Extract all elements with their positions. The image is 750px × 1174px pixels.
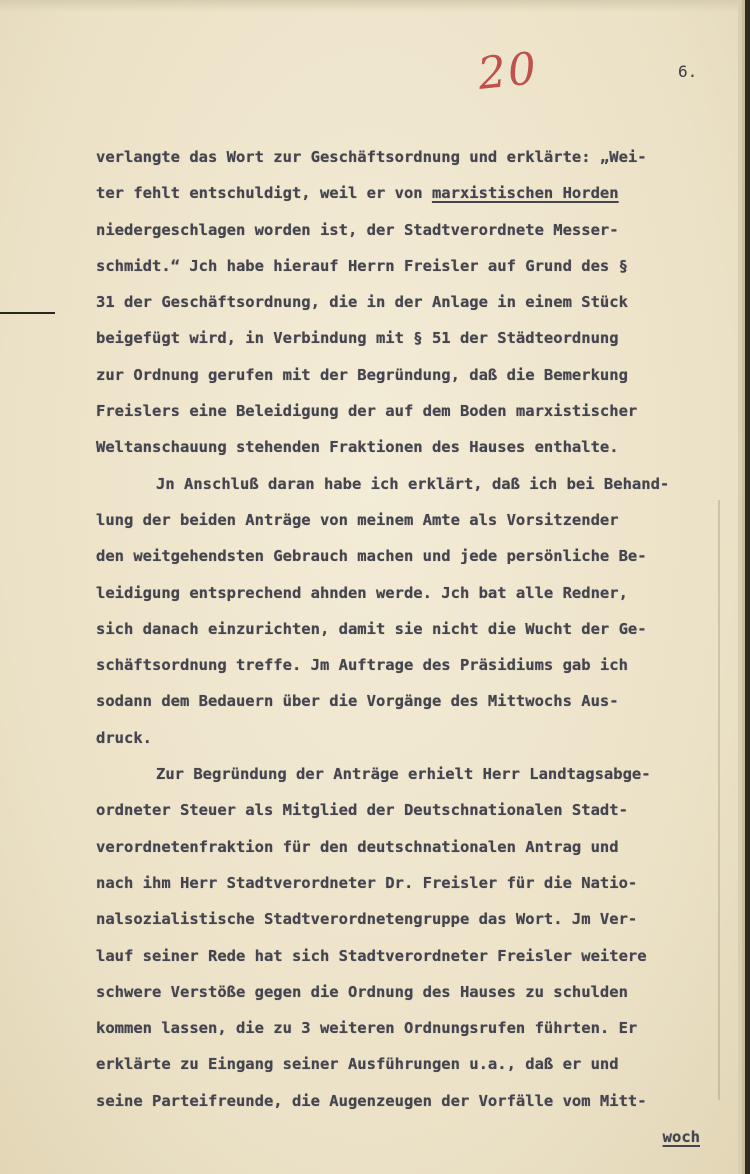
text-line: verordnetenfraktion für den deutschnationalen Antrag und <box>96 837 619 856</box>
text-line: lauf seiner Rede hat sich Stadtverordneter Freisler weitere <box>96 946 647 965</box>
text-line: nalsozialistische Stadtverordnetengruppe das Wort. Jm Ver- <box>96 910 638 929</box>
binding-edge <box>745 0 750 1174</box>
underlined-phrase: marxistischen Horden <box>431 184 619 203</box>
text-line: den weitgehendsten Gebrauch machen und jede persönliche Be- <box>96 547 647 566</box>
page-number: 6. <box>678 62 698 81</box>
text-line: schäftsordnung treffe. Jm Auftrage des Präsidiums gab ich <box>96 656 628 675</box>
text-line: sodann dem Bedauern über die Vorgänge des Mittwochs Aus- <box>96 692 619 711</box>
text-line: Jn Anschluß daran habe ich erklärt, daß ich bei Behand- <box>156 474 670 493</box>
text-line: Zur Begründung der Anträge erhielt Herr Landtagsabge- <box>156 765 651 784</box>
text-line-underlined <box>96 175 726 211</box>
text-line: druck. <box>96 728 152 747</box>
text-line: zur Ordnung gerufen mit der Begründung, daß die Bemerkung <box>96 365 628 384</box>
text-line: leidigung entsprechend ahnden werde. Jch bat alle Redner, <box>96 583 628 602</box>
text-line: sich danach einzurichten, damit sie nicht die Wucht der Ge- <box>96 619 647 638</box>
text-line: beigefügt wird, in Verbindung mit § 51 der Städteordnung <box>96 329 619 348</box>
text-line: schmidt.“ Jch habe hierauf Herrn Freisler auf Grund des § <box>96 256 628 275</box>
text-line: seine Parteifreunde, die Augenzeugen der Vorfälle vom Mitt- <box>96 1091 647 1110</box>
text-line: 31 der Geschäftsordnung, die in der Anlage in einem Stück <box>96 293 628 312</box>
folio-number: 20 <box>475 43 541 100</box>
text-line: lung der beiden Anträge von meinem Amte als Vorsitzender <box>96 510 619 529</box>
text-line: niedergeschlagen worden ist, der Stadtverordnete Messer- <box>96 220 619 239</box>
text-line: Freislers eine Beleidigung der auf dem Boden marxistischer <box>96 402 638 421</box>
typed-body-text <box>96 139 726 1155</box>
text-fragment: ter fehlt entschuldigt, weil er von <box>96 184 432 203</box>
page-top-shadow <box>0 0 738 12</box>
catchword: woch <box>662 1128 700 1147</box>
text-line: Weltanschauung stehenden Fraktionen des Hauses enthalte. <box>96 438 619 457</box>
text-line-catchword <box>96 1119 726 1155</box>
text-line: kommen lassen, die zu 3 weiteren Ordnungsrufen führten. Er <box>96 1019 638 1038</box>
text-line: verlangte das Wort zur Geschäftsordnung und erklärte: „Wei- <box>96 148 647 166</box>
text-line: erklärte zu Eingang seiner Ausführungen u.a., daß er und <box>96 1055 619 1074</box>
text-line: nach ihm Herr Stadtverordneter Dr. Freisler für die Natio- <box>96 873 638 892</box>
text-line: ordneter Steuer als Mitglied der Deutschnationalen Stadt- <box>96 801 628 820</box>
margin-mark <box>0 312 55 314</box>
text-line: schwere Verstöße gegen die Ordnung des Hauses zu schulden <box>96 982 628 1001</box>
